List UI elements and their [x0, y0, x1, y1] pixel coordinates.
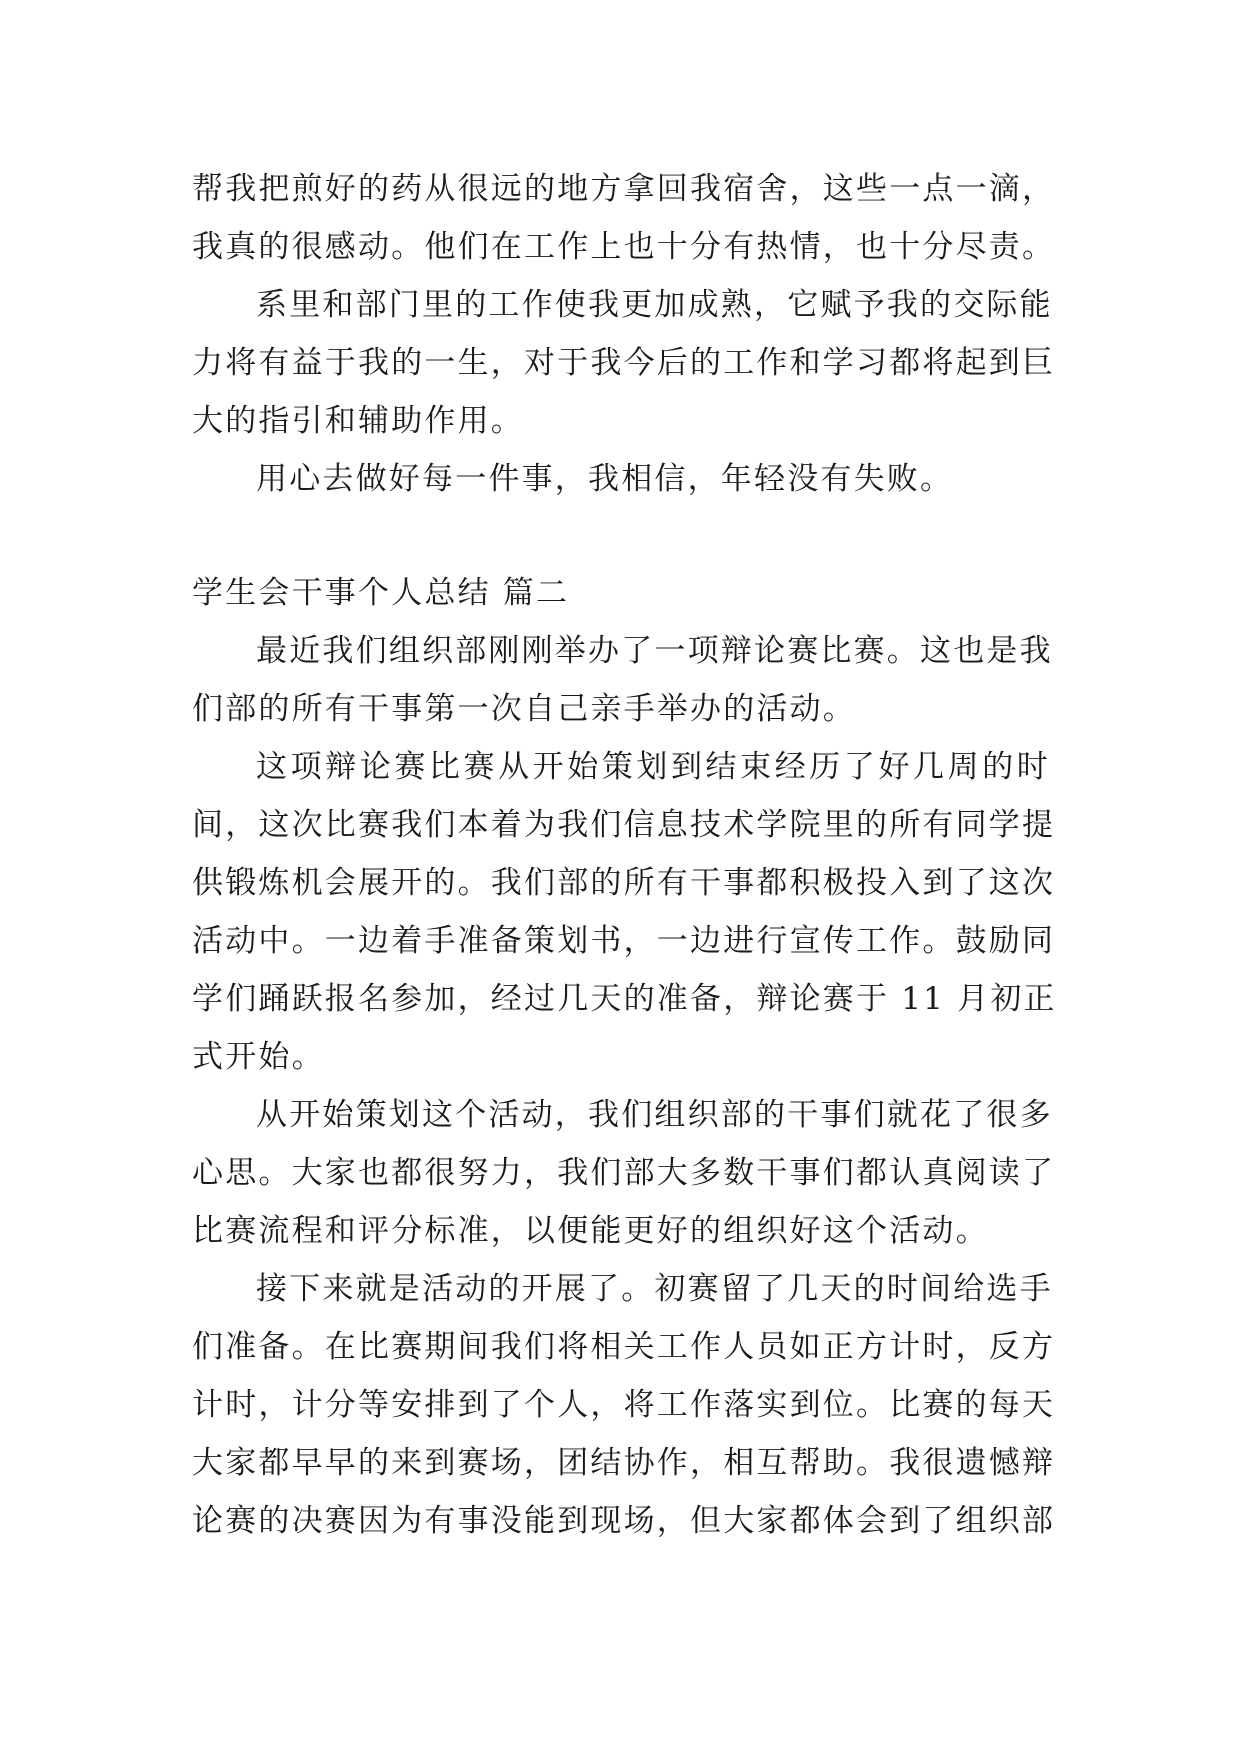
- paragraph: [192, 738, 1057, 1086]
- section-spacer: [192, 508, 1050, 564]
- text-line: 系里和部门里的工作使我更加成熟，它赋予我的交际能: [256, 287, 1053, 323]
- paragraph: [192, 160, 1056, 276]
- text-line: 用心去做好每一件事，我相信，年轻没有失败。: [256, 461, 954, 497]
- paragraph: [192, 450, 1050, 508]
- text-line: 帮我把煎好的药从很远的地方拿回我宿舍，这些一点一滴，: [192, 171, 1056, 207]
- paragraph: [192, 1260, 1056, 1550]
- paragraph: [192, 1086, 1056, 1260]
- text-line: 力将有益于我的一生，对于我今后的工作和学习都将起到巨: [192, 345, 1056, 381]
- text-line: 大的指引和辅助作用。: [192, 403, 524, 439]
- text-line: 们部的所有干事第一次自己亲手举办的活动。: [192, 691, 856, 727]
- text-line: 间，这次比赛我们本着为我们信息技术学院里的所有同学提: [192, 807, 1056, 843]
- text-line: 式开始。: [192, 1039, 325, 1075]
- text-line: 计时，计分等安排到了个人，将工作落实到位。比赛的每天: [192, 1387, 1056, 1423]
- text-line: 们准备。在比赛期间我们将相关工作人员如正方计时，反方: [192, 1329, 1056, 1365]
- section-heading: 学生会干事个人总结 篇二: [192, 575, 570, 611]
- document-body: [192, 160, 1057, 1550]
- paragraph: [192, 276, 1056, 450]
- text-line: 最近我们组织部刚刚举办了一项辩论赛比赛。这也是我: [256, 633, 1053, 669]
- text-line: 这项辩论赛比赛从开始策划到结束经历了好几周的时: [256, 749, 1050, 785]
- text-line: 供锻炼机会展开的。我们部的所有干事都积极投入到了这次: [192, 865, 1056, 901]
- text-line: 比赛流程和评分标准，以便能更好的组织好这个活动。: [192, 1213, 989, 1249]
- text-line: 活动中。一边着手准备策划书，一边进行宣传工作。鼓励同: [192, 923, 1056, 959]
- text-line: 接下来就是活动的开展了。初赛留了几天的时间给选手: [256, 1271, 1053, 1307]
- text-line: 学们踊跃报名参加，经过几天的准备，辩论赛于 11 月初正: [192, 981, 1057, 1017]
- text-line: 从开始策划这个活动，我们组织部的干事们就花了很多: [256, 1097, 1053, 1133]
- text-line: 我真的很感动。他们在工作上也十分有热情，也十分尽责。: [192, 229, 1056, 265]
- text-line: 论赛的决赛因为有事没能到现场，但大家都体会到了组织部: [192, 1503, 1056, 1539]
- text-line: 心思。大家也都很努力，我们部大多数干事们都认真阅读了: [192, 1155, 1056, 1191]
- paragraph: [192, 622, 1053, 738]
- text-line: 大家都早早的来到赛场，团结协作，相互帮助。我很遗憾辩: [192, 1445, 1056, 1481]
